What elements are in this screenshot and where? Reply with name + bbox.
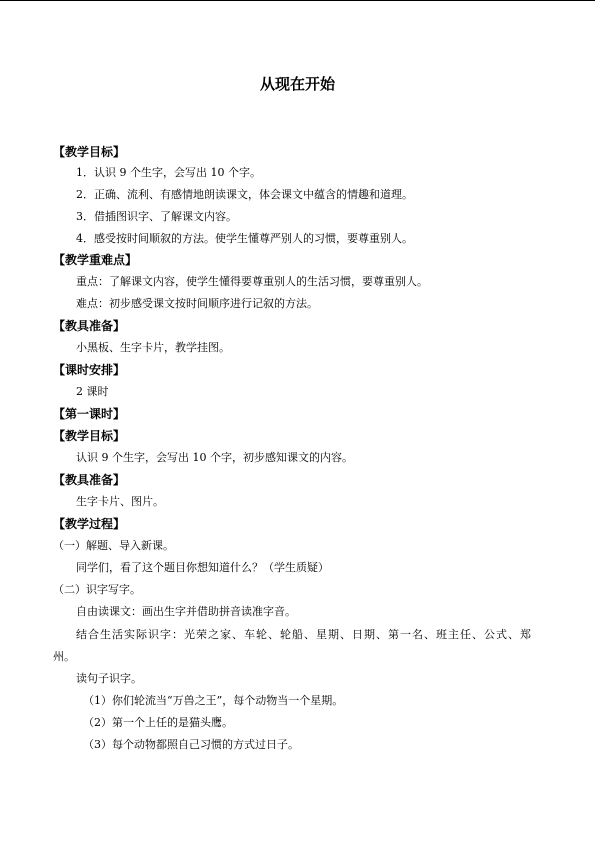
- page-top-border: [0, 0, 595, 1]
- paragraph-line: 同学们，看了这个题目你想知道什么？（学生质疑）: [76, 561, 329, 574]
- paragraph-line: （2）第一个上任的是猫头鹰。: [83, 716, 233, 729]
- paragraph-line: 自由读课文：画出生字并借助拼音读准字音。: [76, 605, 296, 618]
- paragraph-line: 州。: [53, 650, 75, 663]
- section-heading: 【教具准备】: [53, 319, 126, 333]
- paragraph-line: （二）识字写字。: [53, 583, 141, 596]
- section-heading: 【第一课时】: [53, 407, 126, 421]
- paragraph-line: 结合生活实际识字：光荣之家、车轮、轮船、星期、日期、第一名、班主任、公式、郑: [76, 628, 531, 641]
- section-heading: 【教学目标】: [53, 145, 126, 159]
- paragraph-line: 2 课时: [76, 385, 109, 398]
- section-heading: 【教学过程】: [53, 517, 126, 531]
- section-heading: 【课时安排】: [53, 363, 126, 377]
- section-heading: 【教具准备】: [53, 473, 126, 487]
- paragraph-line: （一）解题、导入新课。: [53, 539, 174, 552]
- paragraph-line: 4．感受按时间顺叙的方法。使学生懂尊严别人的习惯，要尊重别人。: [76, 232, 413, 245]
- paragraph-line: 1．认识 9 个生字，会写出 10 个字。: [76, 166, 261, 179]
- paragraph-line: （1）你们轮流当“万兽之王”，每个动物当一个星期。: [83, 694, 344, 707]
- paragraph-line: 生字卡片、图片。: [76, 495, 164, 508]
- paragraph-line: 重点：了解课文内容，使学生懂得要尊重别人的生活习惯，要尊重别人。: [76, 275, 428, 288]
- paragraph-line: 2．正确、流利、有感情地朗读课文，体会课文中蕴含的情趣和道理。: [76, 188, 413, 201]
- paragraph-line: 难点：初步感受课文按时间顺序进行记叙的方法。: [76, 297, 318, 310]
- paragraph-line: 读句子识字。: [76, 672, 142, 685]
- page-title: 从现在开始: [259, 75, 335, 93]
- paragraph-line: 小黑板、生字卡片，教学挂图。: [76, 341, 230, 354]
- section-heading: 【教学目标】: [53, 429, 126, 443]
- paragraph-line: 3．借插图识字、了解课文内容。: [76, 210, 237, 223]
- paragraph-line: 认识 9 个生字，会写出 10 个字，初步感知课文的内容。: [76, 451, 353, 464]
- paragraph-line: （3）每个动物都照自己习惯的方式过日子。: [83, 738, 299, 751]
- section-heading: 【教学重难点】: [53, 253, 138, 267]
